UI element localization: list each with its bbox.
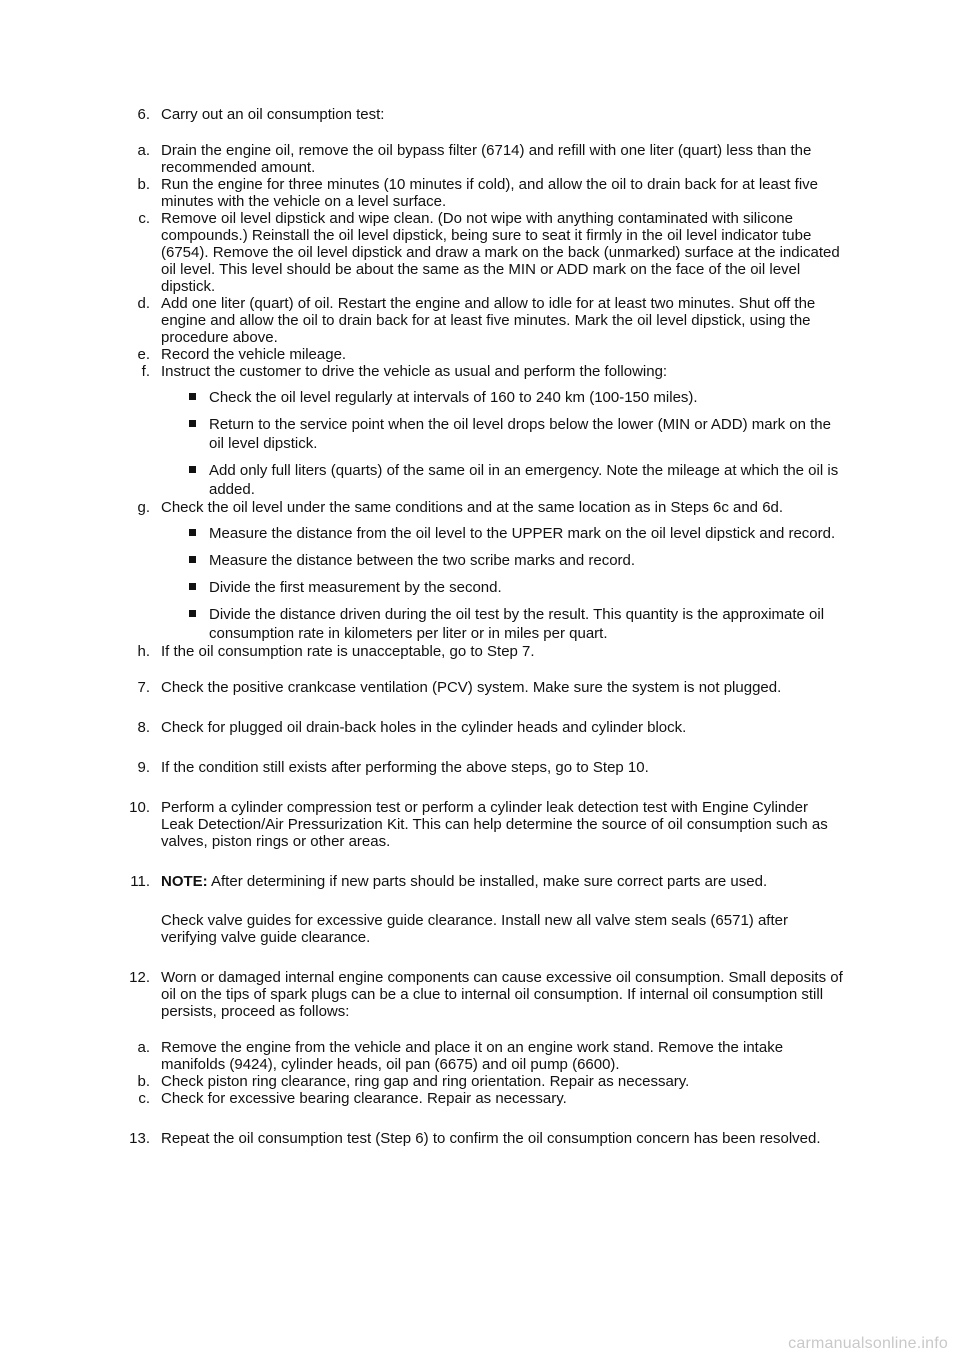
step-7 — [0, 679, 960, 696]
substep-text: Remove the engine from the vehicle and place it on an engine work stand. Remove the intake manifolds (9424), cylinder heads, oil pan (6675) and oil pump (6600). — [161, 1039, 784, 1073]
substep-letter: f. — [141, 363, 150, 380]
bullet-text: Add only full liters (quarts) of the same oil in an emergency. Note the mileage at which the oil is added. — [209, 462, 839, 498]
substep-6a — [0, 142, 960, 176]
step-number: 13. — [129, 1130, 150, 1147]
bullet-text: Measure the distance from the oil level to the UPPER mark on the oil level dipstick and record. — [209, 525, 836, 542]
substep-6h — [0, 643, 960, 660]
bullet-item — [209, 551, 841, 570]
substep-letter: h. — [137, 643, 150, 660]
step-number: 8. — [137, 719, 150, 736]
step-text: If the condition still exists after performing the above steps, go to Step 10. — [161, 759, 649, 776]
bullet-text: Measure the distance between the two scribe marks and record. — [209, 552, 636, 569]
substep-text: Check piston ring clearance, ring gap and ring orientation. Repair as necessary. — [161, 1073, 690, 1090]
step-6 — [0, 106, 960, 123]
square-bullet-icon — [189, 393, 196, 400]
step-number: 10. — [129, 799, 150, 816]
square-bullet-icon — [189, 529, 196, 536]
substep-text: Remove oil level dipstick and wipe clean. (Do not wipe with anything contaminated with silicone compounds.) Reinstall the oil level dipstick, being sure to seat it firmly in the oil level indicator tube (6754). Remove the oil level dipstick and draw a mark on the back (unmarked) surface at the indicated oil level. This level should be about the same as the MIN or ADD mark on the face of the oil level dipstick. — [161, 210, 840, 295]
step-number: 9. — [137, 759, 150, 776]
step-13 — [0, 1130, 960, 1147]
square-bullet-icon — [189, 583, 196, 590]
substep-letter: a. — [137, 1039, 150, 1056]
step-text: Check for plugged oil drain-back holes in the cylinder heads and cylinder block. — [161, 719, 687, 736]
step-9 — [0, 759, 960, 776]
square-bullet-icon — [189, 466, 196, 473]
step-text: Repeat the oil consumption test (Step 6) to confirm the oil consumption concern has been resolved. — [161, 1130, 821, 1147]
square-bullet-icon — [189, 610, 196, 617]
substep-6b — [0, 176, 960, 210]
step-11 — [0, 873, 960, 946]
substep-12c — [0, 1090, 960, 1107]
step-12 — [0, 969, 960, 1020]
step-number: 7. — [137, 679, 150, 696]
bullet-item — [209, 415, 841, 453]
substep-text: If the oil consumption rate is unacceptable, go to Step 7. — [161, 643, 535, 660]
substep-text: Record the vehicle mileage. — [161, 346, 347, 363]
substep-letter: d. — [137, 295, 150, 312]
note-label: NOTE: — [161, 873, 208, 890]
substep-letter: g. — [137, 499, 150, 516]
substep-letter: c. — [138, 210, 150, 227]
substep-6d — [0, 295, 960, 346]
step-number: 11. — [130, 873, 150, 890]
square-bullet-icon — [189, 420, 196, 427]
step-number: 12. — [129, 969, 150, 986]
bullet-item — [209, 578, 841, 597]
step-text: Check valve guides for excessive guide clearance. Install new all valve stem seals (6571) after verifying valve guide clearance. — [161, 912, 788, 946]
note-text: After determining if new parts should be installed, make sure correct parts are used. — [207, 873, 768, 890]
substep-text: Instruct the customer to drive the vehicle as usual and perform the following: — [161, 363, 668, 380]
step-text: Check the positive crankcase ventilation (PCV) system. Make sure the system is not plugged. — [161, 679, 782, 696]
note-line — [161, 873, 844, 890]
substep-6g — [0, 499, 960, 643]
bullet-text: Divide the distance driven during the oil test by the result. This quantity is the approximate oil consumption rate in kilometers per liter or in miles per quart. — [209, 606, 825, 642]
substep-12a — [0, 1039, 960, 1073]
bullet-text: Divide the first measurement by the second. — [209, 579, 502, 596]
site-watermark: carmanualsonline.info — [788, 1335, 948, 1352]
substep-6f — [0, 363, 960, 499]
substep-6c — [0, 210, 960, 295]
substep-text: Check the oil level under the same conditions and at the same location as in Steps 6c and 6d. — [161, 499, 784, 516]
substep-letter: b. — [137, 1073, 150, 1090]
bullet-item — [209, 461, 841, 499]
bullet-item — [209, 605, 841, 643]
step-text: Perform a cylinder compression test or perform a cylinder leak detection test with Engine Cylinder Leak Detection/Air Pressurization Kit. This can help determine the source of oil consumption such as valves, piston rings or other areas. — [161, 799, 828, 850]
bullet-list — [0, 524, 960, 643]
substep-text: Drain the engine oil, remove the oil bypass filter (6714) and refill with one liter (quart) less than the recommended amount. — [161, 142, 812, 176]
substep-letter: a. — [137, 142, 150, 159]
bullet-list — [0, 388, 960, 499]
substep-text: Run the engine for three minutes (10 minutes if cold), and allow the oil to drain back for at least five minutes with the vehicle on a level surface. — [161, 176, 819, 210]
step-10 — [0, 799, 960, 850]
bullet-text: Return to the service point when the oil level drops below the lower (MIN or ADD) mark on the oil level dipstick. — [209, 416, 831, 452]
substep-text: Check for excessive bearing clearance. Repair as necessary. — [161, 1090, 567, 1107]
bullet-item — [209, 388, 841, 407]
substep-letter: c. — [138, 1090, 150, 1107]
substep-12b — [0, 1073, 960, 1090]
document-page — [0, 106, 960, 1163]
bullet-text: Check the oil level regularly at intervals of 160 to 240 km (100-150 miles). — [209, 389, 698, 406]
substep-text: Add one liter (quart) of oil. Restart the engine and allow to idle for at least two minutes. Shut off the engine and allow the oil to drain back for at least five minutes. Mark the oil level dipstick, using the procedure above. — [161, 295, 816, 346]
substep-letter: b. — [137, 176, 150, 193]
square-bullet-icon — [189, 556, 196, 563]
substep-6e — [0, 346, 960, 363]
step-8 — [0, 719, 960, 736]
step-text: Carry out an oil consumption test: — [161, 106, 385, 123]
substep-letter: e. — [137, 346, 150, 363]
step-number: 6. — [137, 106, 150, 123]
bullet-item — [209, 524, 841, 543]
step-text: Worn or damaged internal engine components can cause excessive oil consumption. Small deposits of oil on the tips of spark plugs can be a clue to internal oil consumption. If internal oil consumption still persists, proceed as follows: — [161, 969, 843, 1020]
